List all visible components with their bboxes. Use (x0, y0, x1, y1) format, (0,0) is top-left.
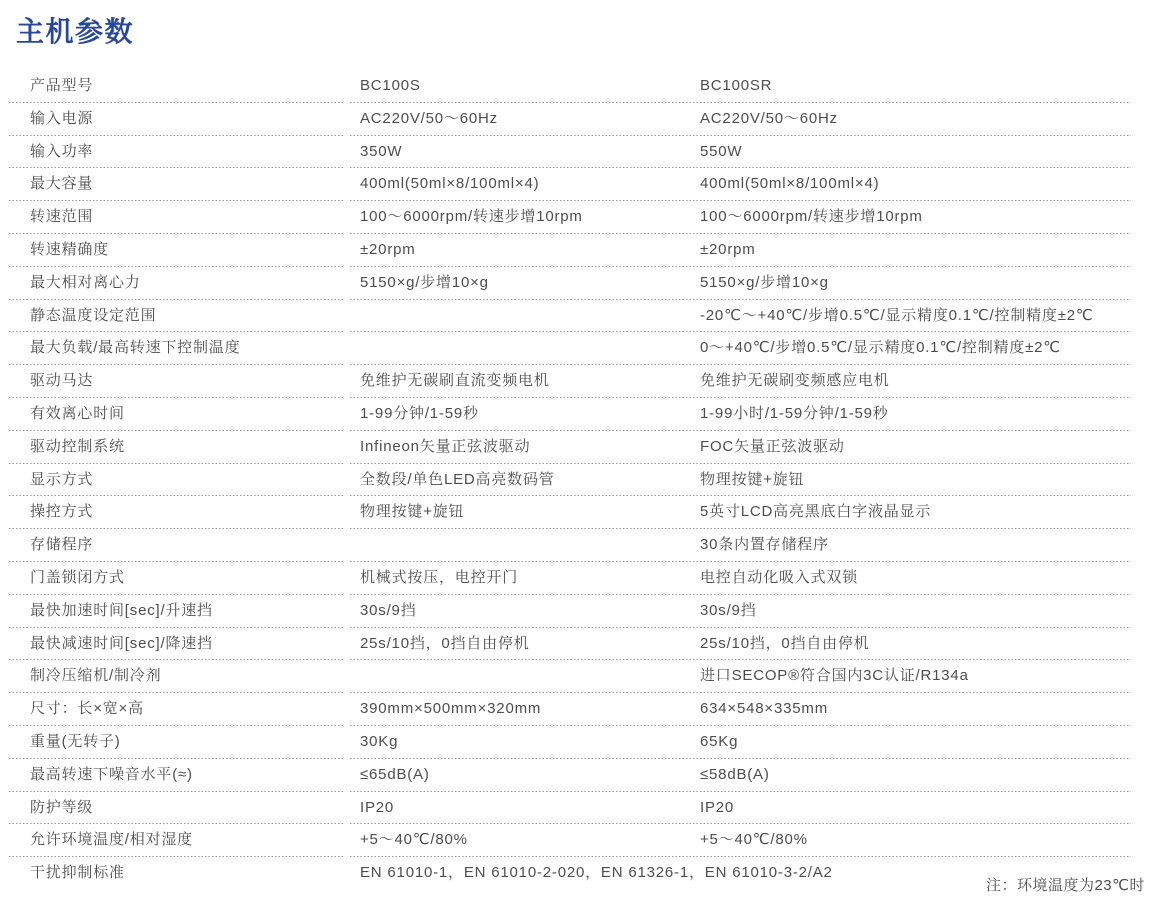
spec-values (350, 365, 1131, 398)
spec-value-bc100sr: 100～6000rpm/转速步增10rpm (700, 208, 923, 226)
spec-label: 门盖锁闭方式 (9, 562, 343, 595)
table-row (9, 365, 1131, 398)
spec-value-bc100s: 30s/9挡 (360, 601, 417, 619)
spec-label: 最大相对离心力 (9, 267, 343, 300)
spec-value-bc100s: 390mm×500mm×320mm (360, 700, 542, 718)
spec-values (350, 234, 1131, 267)
table-row (9, 234, 1131, 267)
spec-label: 最大容量 (9, 168, 343, 201)
spec-values (350, 726, 1131, 759)
spec-label: 尺寸：长×宽×高 (9, 693, 343, 726)
spec-label: 最快减速时间[sec]/降速挡 (9, 628, 343, 661)
spec-value-bc100s: BC100S (360, 77, 421, 94)
spec-value-bc100sr: 电控自动化吸入式双锁 (700, 568, 859, 586)
spec-value-bc100sr: 634×548×335mm (700, 700, 828, 718)
table-row (9, 168, 1131, 201)
spec-value-bc100s: 350W (360, 142, 403, 160)
spec-values (350, 628, 1131, 661)
spec-values (350, 300, 1131, 333)
spec-value-bc100s: 机械式按压，电控开门 (360, 568, 519, 586)
spec-value-bc100s: 1-99分钟/1-59秒 (360, 404, 479, 422)
spec-label: 操控方式 (9, 496, 343, 529)
spec-values (350, 398, 1131, 431)
spec-value-bc100sr: +5～40℃/80% (700, 831, 808, 849)
spec-label: 干扰抑制标准 (30, 864, 125, 882)
table-row (9, 726, 1131, 759)
spec-values (350, 759, 1131, 792)
spec-value-bc100s: 免维护无碳刷直流变频电机 (360, 372, 550, 390)
spec-label: 静态温度设定范围 (9, 300, 343, 333)
spec-label: 驱动控制系统 (9, 431, 343, 464)
spec-value-bc100sr: 免维护无碳刷变频感应电机 (700, 372, 890, 390)
table-row (9, 464, 1131, 497)
spec-values (350, 562, 1131, 595)
spec-value-bc100sr: 550W (700, 142, 743, 160)
spec-label: 有效离心时间 (9, 398, 343, 431)
table-row (9, 398, 1131, 431)
spec-label: 制冷压缩机/制冷剂 (9, 660, 343, 693)
spec-label: 最大负载/最高转速下控制温度 (9, 332, 343, 365)
spec-values (350, 792, 1131, 825)
spec-value-bc100sr: FOC矢量正弦波驱动 (700, 437, 845, 455)
table-row (9, 496, 1131, 529)
spec-values (350, 267, 1131, 300)
spec-value-bc100s: 5150×g/步增10×g (360, 273, 489, 291)
spec-value-bc100sr: ±20rpm (700, 240, 756, 258)
table-row (9, 201, 1131, 234)
spec-values (350, 595, 1131, 628)
table-row (9, 562, 1131, 595)
table-row (9, 267, 1131, 300)
spec-values (350, 431, 1131, 464)
table-row (9, 660, 1131, 693)
spec-value-bc100s: Infineon矢量正弦波驱动 (360, 437, 531, 455)
spec-label: 转速精确度 (9, 234, 343, 267)
table-row (9, 103, 1131, 136)
spec-values (350, 332, 1131, 365)
spec-value-bc100s: 物理按键+旋钮 (360, 503, 465, 521)
spec-value-bc100s: 25s/10挡，0挡自由停机 (360, 634, 530, 652)
spec-values (350, 70, 1131, 103)
table-row (9, 693, 1131, 726)
spec-value-bc100s: +5～40℃/80% (360, 831, 468, 849)
page-title: 主机参数 (16, 16, 135, 47)
spec-value-bc100s: ≤65dB(A) (360, 765, 430, 783)
spec-value-bc100s: ±20rpm (360, 240, 416, 258)
spec-value-bc100s: IP20 (360, 798, 395, 816)
table-row (9, 70, 1131, 103)
spec-label: 存储程序 (9, 529, 343, 562)
table-row (9, 759, 1131, 792)
spec-values (350, 136, 1131, 169)
spec-value-bc100sr: 400ml(50ml×8/100ml×4) (700, 175, 880, 193)
table-row (9, 857, 1131, 890)
spec-value-bc100sr: 30s/9挡 (700, 601, 757, 619)
table-row (9, 300, 1131, 333)
spec-values (350, 201, 1131, 234)
spec-label: 显示方式 (9, 464, 343, 497)
spec-label: 重量(无转子) (9, 726, 343, 759)
table-row (9, 332, 1131, 365)
spec-label: 允许环境温度/相对湿度 (9, 824, 343, 857)
footnote: 注：环境温度为23℃时 (985, 877, 1145, 894)
spec-label: 最高转速下噪音水平(≈) (9, 759, 343, 792)
spec-value-bc100sr: IP20 (700, 798, 735, 816)
spec-value-bc100sr: 5150×g/步增10×g (700, 273, 829, 291)
spec-value-bc100sr: 65Kg (700, 732, 739, 750)
spec-value-bc100s: 100～6000rpm/转速步增10rpm (360, 208, 583, 226)
spec-values (350, 660, 1131, 693)
spec-values (350, 693, 1131, 726)
spec-label: 驱动马达 (9, 365, 343, 398)
spec-value-span: EN 61010-1，EN 61010-2-020，EN 61326-1，EN 61010-3-2/A2 (360, 864, 833, 882)
spec-label: 产品型号 (9, 70, 343, 103)
spec-value-bc100sr: 25s/10挡，0挡自由停机 (700, 634, 870, 652)
table-row (9, 529, 1131, 562)
spec-label: 输入电源 (9, 103, 343, 136)
spec-value-bc100sr: AC220V/50～60Hz (700, 109, 838, 127)
table-row (9, 136, 1131, 169)
spec-value-bc100sr: 物理按键+旋钮 (700, 470, 805, 488)
spec-label: 转速范围 (9, 201, 343, 234)
spec-label: 输入功率 (9, 136, 343, 169)
spec-value-bc100sr: 30条内置存储程序 (700, 536, 829, 554)
spec-value-bc100sr: 进口SECOP®符合国内3C认证/R134a (700, 667, 969, 685)
spec-values (350, 103, 1131, 136)
spec-values (350, 529, 1131, 562)
table-row (9, 431, 1131, 464)
spec-label: 最快加速时间[sec]/升速挡 (9, 595, 343, 628)
spec-value-bc100sr: 0～+40℃/步增0.5℃/显示精度0.1℃/控制精度±2℃ (700, 339, 1061, 357)
table-row (9, 595, 1131, 628)
spec-value-bc100sr: -20℃～+40℃/步增0.5℃/显示精度0.1℃/控制精度±2℃ (700, 306, 1094, 324)
spec-value-bc100s: 400ml(50ml×8/100ml×4) (360, 175, 540, 193)
spec-value-bc100sr: BC100SR (700, 77, 773, 94)
table-row (9, 824, 1131, 857)
spec-label: 防护等级 (9, 792, 343, 825)
spec-value-bc100s: 全数段/单色LED高亮数码管 (360, 470, 555, 488)
spec-value-bc100sr: 1-99小时/1-59分钟/1-59秒 (700, 404, 889, 422)
spec-values (350, 824, 1131, 857)
table-row (9, 792, 1131, 825)
spec-value-bc100s: 30Kg (360, 732, 399, 750)
table-row (9, 628, 1131, 661)
spec-values (350, 168, 1131, 201)
spec-value-bc100s: AC220V/50～60Hz (360, 109, 498, 127)
spec-values (350, 496, 1131, 529)
spec-value-bc100sr: ≤58dB(A) (700, 765, 770, 783)
spec-table (9, 70, 1131, 890)
spec-values (350, 464, 1131, 497)
spec-value-bc100sr: 5英寸LCD高亮黑底白字液晶显示 (700, 503, 932, 521)
